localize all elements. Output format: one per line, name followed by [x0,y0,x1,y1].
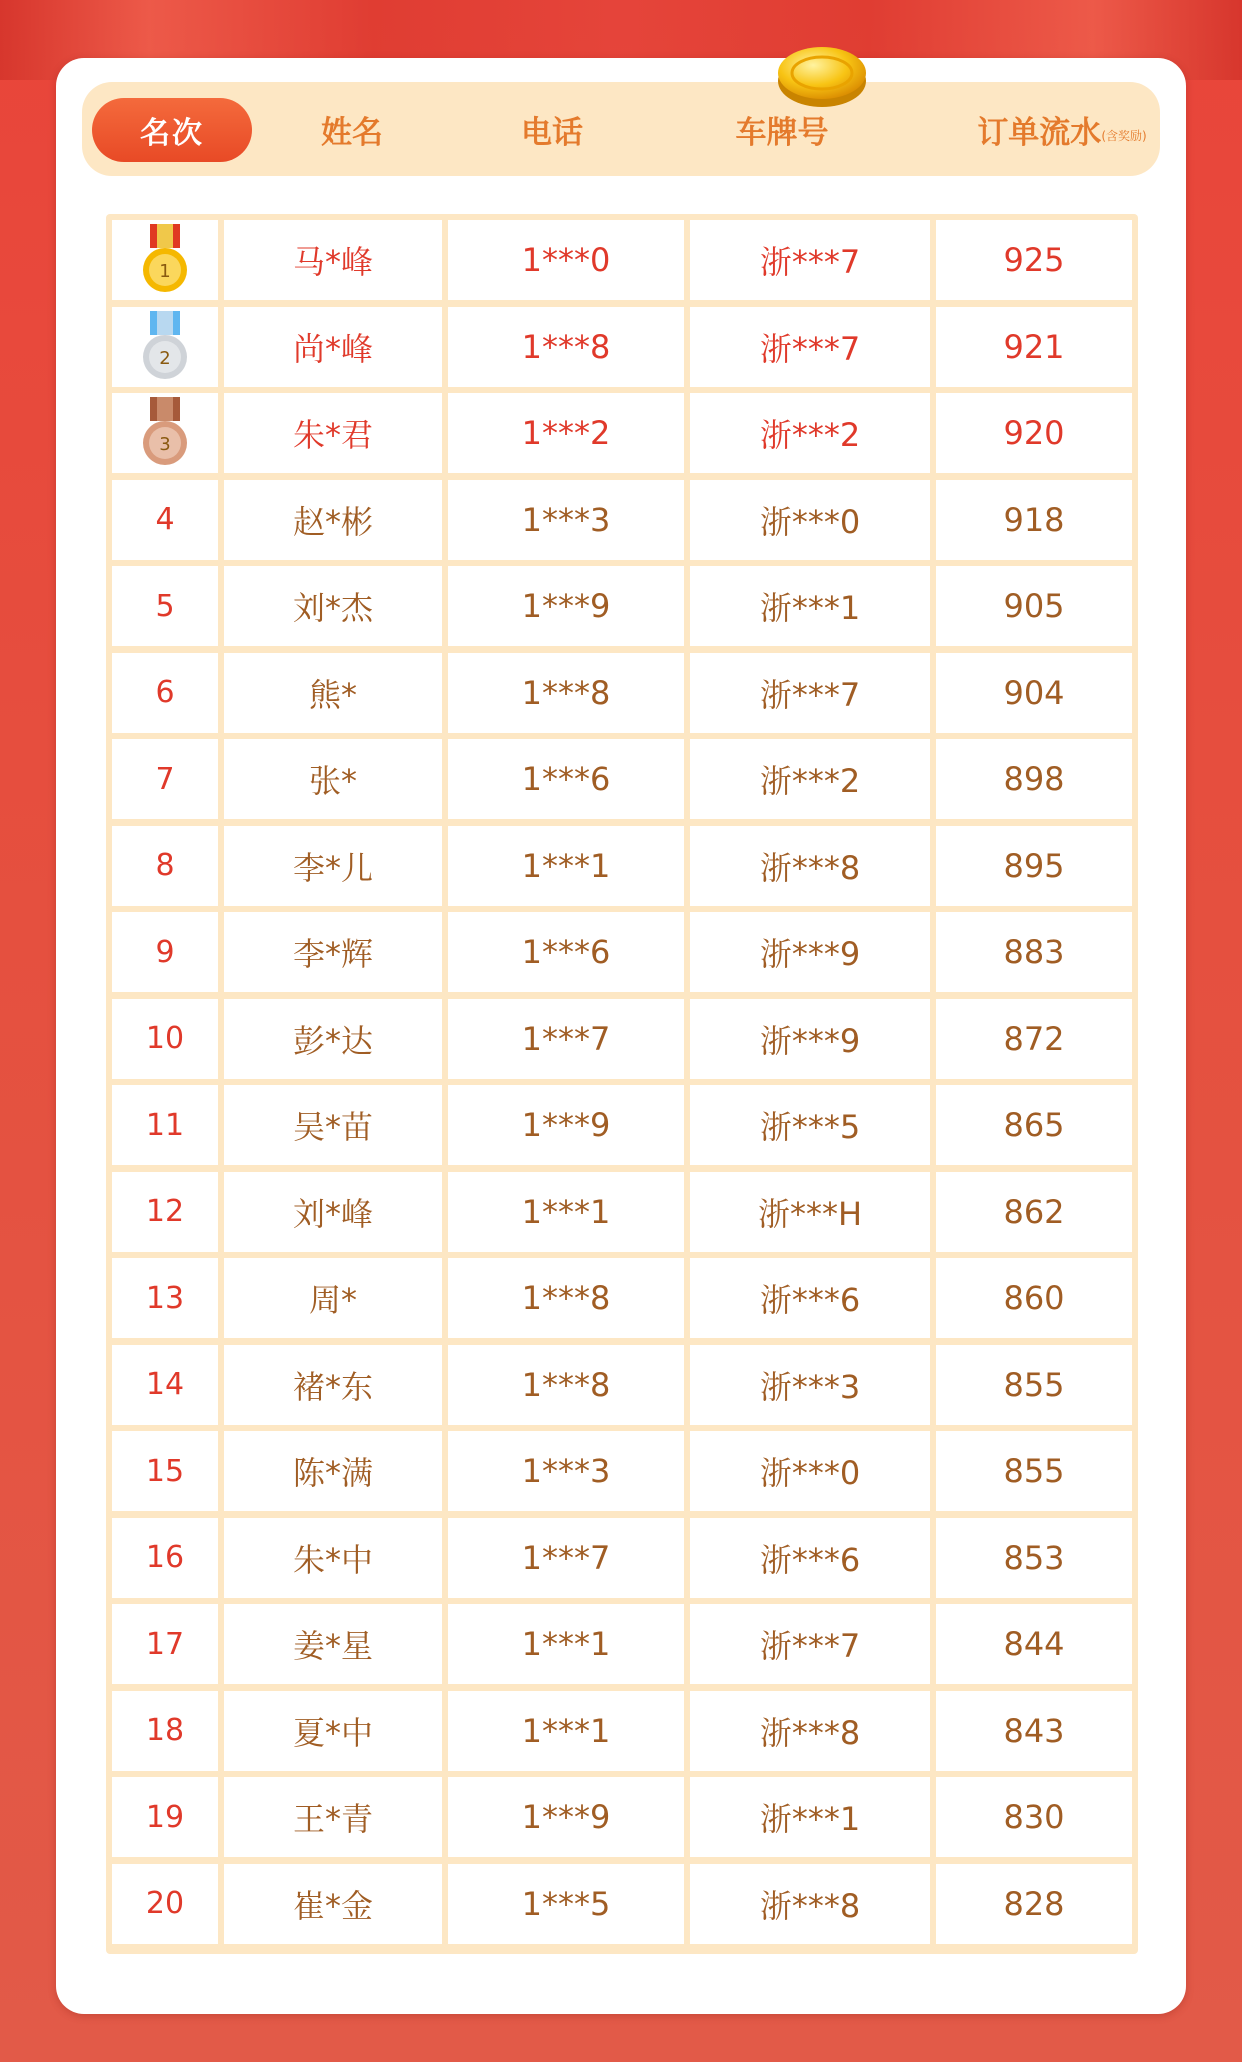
cell-plate: 浙***2 [690,739,930,819]
cell-orders: 844 [936,1604,1132,1684]
cell-phone: 1***0 [448,220,684,300]
cell-orders: 828 [936,1864,1132,1944]
cell-orders: 905 [936,566,1132,646]
table-row [106,1258,1138,1344]
cell-phone: 1***8 [448,1345,684,1425]
table-row [106,826,1138,912]
cell-name: 刘*峰 [224,1172,442,1252]
column-header-orders-note: (含奖励) [1101,128,1147,143]
cell-name: 王*青 [224,1777,442,1857]
cell-plate: 浙***7 [690,220,930,300]
cell-orders: 853 [936,1518,1132,1598]
cell-rank [112,826,218,906]
cell-plate: 浙***5 [690,1085,930,1165]
cell-rank [112,912,218,992]
cell-rank [112,739,218,819]
cell-rank [112,1258,218,1338]
cell-rank [112,393,218,473]
rank-number: 4 [155,502,175,537]
cell-plate: 浙***3 [690,1345,930,1425]
cell-orders: 920 [936,393,1132,473]
column-header-name: 姓名 [321,114,383,151]
rank-number: 6 [155,675,175,710]
cell-phone: 1***9 [448,1777,684,1857]
cell-phone: 1***2 [448,393,684,473]
rank-number: 15 [145,1453,185,1489]
column-header-orders [962,82,1162,176]
rank-number: 8 [155,848,175,883]
bronze-medal-icon [140,397,190,469]
cell-rank [112,1172,218,1252]
cell-plate: 浙***H [690,1172,930,1252]
cell-rank [112,1777,218,1857]
silver-medal-icon [140,311,190,383]
cell-name: 朱*君 [224,393,442,473]
rank-number: 16 [145,1540,185,1575]
cell-plate: 浙***1 [690,566,930,646]
cell-name: 彭*达 [224,999,442,1079]
table-row [106,566,1138,652]
cell-rank [112,1691,218,1771]
cell-plate: 浙***0 [690,1431,930,1511]
cell-plate: 浙***8 [690,1864,930,1944]
rank-number: 5 [155,588,175,624]
leaderboard-card [56,58,1186,2014]
medal-rank-number: 3 [159,434,171,455]
cell-rank [112,653,218,733]
cell-plate: 浙***7 [690,653,930,733]
cell-orders: 865 [936,1085,1132,1165]
cell-phone: 1***6 [448,912,684,992]
cell-phone: 1***5 [448,1864,684,1944]
table-row [106,912,1138,998]
cell-phone: 1***7 [448,999,684,1079]
cell-rank [112,1518,218,1598]
cell-name: 刘*杰 [224,566,442,646]
cell-orders: 860 [936,1258,1132,1338]
rank-number: 14 [145,1367,185,1402]
medal-rank-number: 2 [159,347,171,369]
cell-plate: 浙***7 [690,307,930,387]
cell-orders: 872 [936,999,1132,1079]
cell-name: 夏*中 [224,1691,442,1771]
cell-orders: 855 [936,1431,1132,1511]
cell-phone: 1***7 [448,1518,684,1598]
table-row [106,393,1138,479]
cell-orders: 862 [936,1172,1132,1252]
cell-rank [112,480,218,560]
table-row [106,1345,1138,1431]
cell-name: 赵*彬 [224,480,442,560]
rank-number: 17 [145,1626,185,1662]
table-row [106,1085,1138,1171]
cell-plate: 浙***7 [690,1604,930,1684]
cell-orders: 830 [936,1777,1132,1857]
cell-name: 朱*中 [224,1518,442,1598]
cell-orders: 883 [936,912,1132,992]
cell-name: 张* [224,739,442,819]
cell-phone: 1***8 [448,307,684,387]
cell-name: 李*儿 [224,826,442,906]
rank-number: 12 [145,1194,185,1229]
cell-name: 尚*峰 [224,307,442,387]
cell-orders: 904 [936,653,1132,733]
cell-phone: 1***3 [448,480,684,560]
cell-orders: 921 [936,307,1132,387]
cell-plate: 浙***8 [690,1691,930,1771]
cell-rank [112,1604,218,1684]
rank-number: 9 [155,934,175,970]
table-row [106,1604,1138,1690]
cell-orders: 918 [936,480,1132,560]
cell-plate: 浙***6 [690,1518,930,1598]
cell-rank [112,1431,218,1511]
cell-phone: 1***1 [448,826,684,906]
table-row [106,739,1138,825]
cell-name: 崔*金 [224,1864,442,1944]
table-row [106,1172,1138,1258]
column-header-orders-label: 订单流水 [977,114,1102,151]
rank-number: 20 [145,1886,185,1921]
table-row [106,1777,1138,1863]
cell-name: 马*峰 [224,220,442,300]
rank-number: 19 [145,1799,185,1835]
table-row [106,1431,1138,1517]
rank-number: 7 [155,761,175,797]
tab-rank[interactable]: 名次 [92,98,252,162]
cell-name: 褚*东 [224,1345,442,1425]
cell-orders: 843 [936,1691,1132,1771]
rank-number: 10 [145,1021,185,1056]
cell-rank [112,566,218,646]
cell-name: 姜*星 [224,1604,442,1684]
table-row [106,220,1138,306]
cell-rank [112,1345,218,1425]
cell-phone: 1***8 [448,1258,684,1338]
cell-orders: 898 [936,739,1132,819]
cell-rank [112,307,218,387]
cell-name: 李*辉 [224,912,442,992]
ranking-table [106,214,1138,1954]
cell-rank [112,220,218,300]
cell-phone: 1***9 [448,1085,684,1165]
medal-rank-number: 1 [159,261,171,282]
cell-orders: 925 [936,220,1132,300]
gold-medal-icon [140,224,190,296]
cell-plate: 浙***1 [690,1777,930,1857]
cell-phone: 1***9 [448,566,684,646]
table-row [106,1518,1138,1604]
gold-coin-icon [774,31,870,113]
cell-phone: 1***1 [448,1691,684,1771]
cell-phone: 1***3 [448,1431,684,1511]
rank-number: 13 [145,1280,185,1316]
table-row [106,999,1138,1085]
rank-number: 18 [145,1713,185,1748]
cell-plate: 浙***0 [690,480,930,560]
cell-plate: 浙***8 [690,826,930,906]
cell-plate: 浙***2 [690,393,930,473]
leaderboard-header [82,82,1160,176]
table-row [106,480,1138,566]
cell-orders: 855 [936,1345,1132,1425]
cell-rank [112,999,218,1079]
cell-plate: 浙***9 [690,912,930,992]
cell-rank [112,1085,218,1165]
column-header-plate: 车牌号 [735,114,829,151]
table-row [106,1691,1138,1777]
column-header-phone: 电话 [521,114,583,151]
rank-number: 11 [145,1107,185,1143]
cell-name: 熊* [224,653,442,733]
table-row [106,1864,1138,1950]
cell-rank [112,1864,218,1944]
table-row [106,307,1138,393]
cell-phone: 1***1 [448,1604,684,1684]
cell-plate: 浙***9 [690,999,930,1079]
cell-orders: 895 [936,826,1132,906]
cell-name: 陈*满 [224,1431,442,1511]
table-row [106,653,1138,739]
cell-phone: 1***8 [448,653,684,733]
cell-plate: 浙***6 [690,1258,930,1338]
cell-phone: 1***1 [448,1172,684,1252]
cell-name: 吴*苗 [224,1085,442,1165]
cell-phone: 1***6 [448,739,684,819]
cell-name: 周* [224,1258,442,1338]
